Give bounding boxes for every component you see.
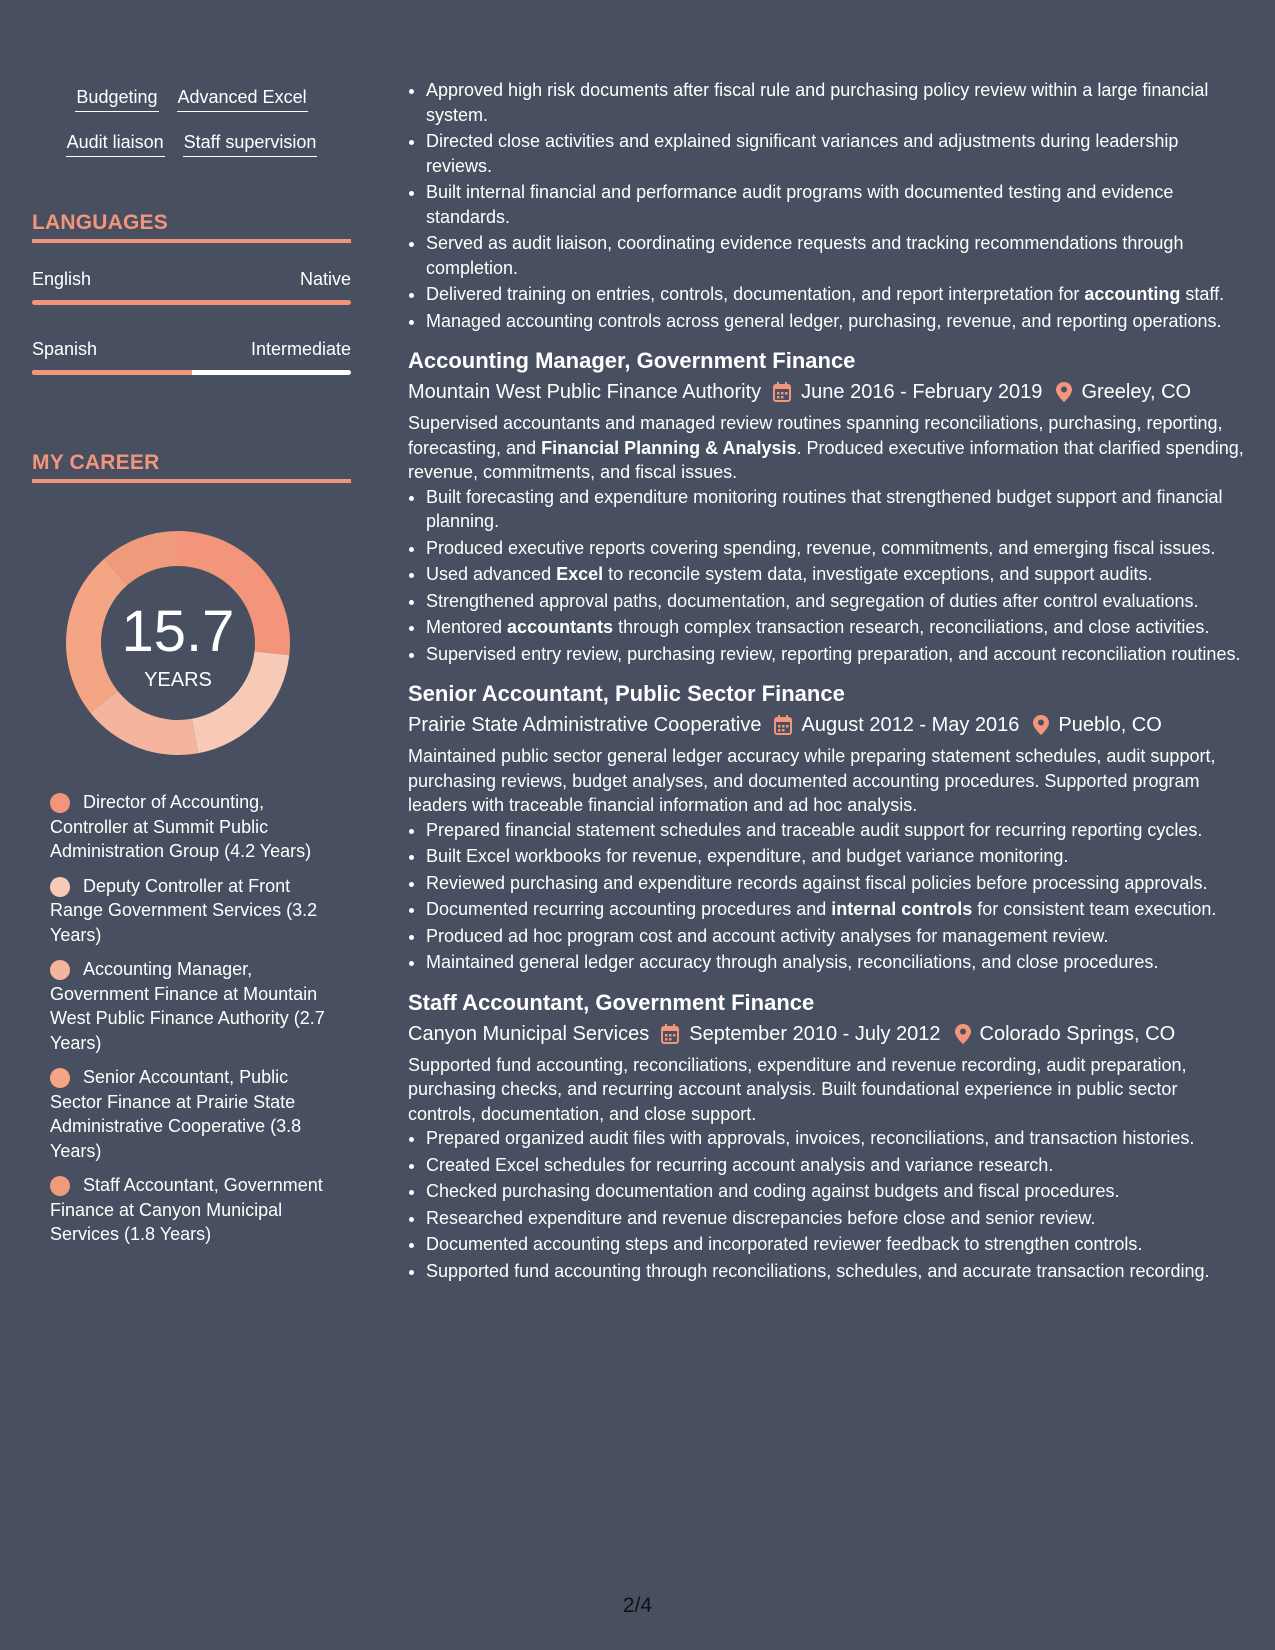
language-name: English (32, 269, 92, 289)
languages-heading: LANGUAGES (32, 211, 351, 243)
bullet-item: • Supported fund accounting through reconciliations, schedules, and accurate transaction recording. (426, 1259, 1248, 1284)
career-legend (50, 790, 340, 1257)
job-bullets (408, 485, 1248, 667)
language-name: Spanish (32, 339, 98, 359)
jobs-list (408, 347, 1248, 1283)
company-name: Prairie State Administrative Cooperative (408, 714, 762, 736)
job-title: Senior Accountant, Public Sector Finance (408, 681, 845, 706)
legend-dot-icon (50, 1068, 70, 1088)
bullet-item: • Researched expenditure and revenue discrepancies before close and senior review. (426, 1206, 1248, 1231)
calendar-icon (773, 382, 791, 402)
bullet-item: • Managed accounting controls across general ledger, purchasing, revenue, and reporting operations. (426, 309, 1248, 334)
career-heading: MY CAREER (32, 451, 351, 483)
bullet-item: • Built forecasting and expenditure monitoring routines that strengthened budget support and financial planning. (426, 485, 1248, 534)
location-pin-icon (1033, 715, 1049, 735)
job-description: Supported fund accounting, reconciliations, expenditure and revenue recording, audit preparation, purchasing checks, and recurring account analysis. Built foundational experience in public sector controls, documentation, and close support. (408, 1054, 1187, 1124)
bullet-item: • Prepared organized audit files with approvals, invoices, reconciliations, and transaction histories. (426, 1126, 1248, 1151)
bullet-item: • Documented recurring accounting procedures and internal controls for consistent team execution. (426, 897, 1248, 922)
career-legend-text: Accounting Manager, Government Finance at Mountain West Public Finance Authority (2.7 Years) (50, 959, 325, 1053)
language-item (32, 268, 351, 305)
job-description: Maintained public sector general ledger accuracy while preparing statement schedules, audit support, purchasing reviews, budget analyses, and documented accounting procedures. Supported program leaders with traceable financial information and ad hoc analysis. (408, 746, 1216, 815)
legend-dot-icon (50, 793, 70, 813)
job-title: Accounting Manager, Government Finance (408, 348, 856, 373)
career-legend-text: Senior Accountant, Public Sector Finance at Prairie State Administrative Cooperative (3.8 Years) (50, 1067, 302, 1161)
bullet-item: • Built Excel workbooks for revenue, expenditure, and budget variance monitoring. (426, 844, 1248, 869)
legend-dot-icon (50, 877, 70, 897)
job-description: Supervised accountants and managed review routines spanning reconciliations, purchasing, reporting, forecasting, and Financial Planning & Analysis. Produced executive information that clarified spending, revenue, commitments, and fiscal issues. (408, 413, 1244, 482)
bullet-item: • Maintained general ledger accuracy through analysis, reconciliations, and close procedures. (426, 950, 1248, 975)
donut-segment (90, 691, 198, 755)
skill-tag: Staff supervision (183, 131, 318, 157)
career-legend-item (50, 790, 340, 864)
company-name: Canyon Municipal Services (408, 1022, 650, 1045)
career-legend-item (50, 1173, 340, 1247)
skill-tag: Audit liaison (66, 131, 165, 157)
skills-list (32, 86, 351, 176)
job-bullets (408, 818, 1248, 975)
bullet-item: • Prepared financial statement schedules and traceable audit support for recurring reporting cycles. (426, 818, 1248, 843)
career-legend-text: Staff Accountant, Government Finance at Canyon Municipal Services (1.8 Years) (50, 1175, 323, 1244)
bullet-item: • Mentored accountants through complex transaction research, reconciliations, and close activities. (426, 615, 1248, 640)
bullet-item: • Reviewed purchasing and expenditure records against fiscal policies before processing approvals. (426, 871, 1248, 896)
legend-dot-icon (50, 960, 70, 980)
job-title: Staff Accountant, Government Finance (408, 989, 815, 1015)
bullet-item: • Checked purchasing documentation and coding against budgets and fiscal procedures. (426, 1179, 1248, 1204)
location-pin-icon (1056, 382, 1072, 402)
job-meta (408, 712, 1248, 738)
bullet-item: • Directed close activities and explained significant variances and adjustments during leadership reviews. (426, 129, 1248, 178)
bullet-item: • Supervised entry review, purchasing review, reporting preparation, and account reconciliation routines. (426, 642, 1248, 667)
bullet-item: • Produced ad hoc program cost and account activity analyses for management review. (426, 924, 1248, 949)
calendar-icon (774, 715, 792, 735)
bullet-item: • Built internal financial and performance audit programs with documented testing and evidence standards. (426, 180, 1248, 229)
language-proficiency-fill (32, 370, 192, 375)
legend-dot-icon (50, 1176, 70, 1196)
career-legend-item (50, 957, 340, 1055)
previous-role-bullets (408, 78, 1248, 333)
page-number: 2/4 (622, 1594, 653, 1617)
bullet-item: • Documented accounting steps and incorporated reviewer feedback to strengthen controls. (426, 1232, 1248, 1257)
bullet-item: • Strengthened approval paths, documentation, and segregation of duties after control evaluations. (426, 589, 1248, 614)
language-proficiency-bar (32, 300, 351, 305)
job-entry (408, 680, 1248, 975)
calendar-icon (661, 1024, 679, 1044)
career-legend-text: Deputy Controller at Front Range Government Services (3.2 Years) (50, 875, 318, 945)
skill-tag: Advanced Excel (177, 86, 308, 112)
company-name: Mountain West Public Finance Authority (408, 381, 762, 403)
career-total-years: 15.7 (121, 599, 235, 664)
job-bullets (408, 1126, 1248, 1283)
career-donut-chart (66, 531, 290, 755)
career-years-label: YEARS (144, 669, 212, 691)
bullet-item: • Served as audit liaison, coordinating evidence requests and tracking recommendations through completion. (426, 231, 1248, 280)
bullet-item: • Approved high risk documents after fiscal rule and purchasing policy review within a large financial system. (426, 78, 1248, 127)
job-dates: September 2010 - July 2012 (689, 1022, 941, 1045)
location-pin-icon (955, 1024, 971, 1044)
job-location: Greeley, CO (1081, 381, 1192, 403)
bullet-item: • Used advanced Excel to reconcile system data, investigate exceptions, and support audits. (426, 562, 1248, 587)
language-level: Intermediate (250, 339, 351, 359)
donut-segment (192, 651, 290, 753)
language-proficiency-bar (32, 370, 351, 375)
job-entry (408, 989, 1248, 1284)
bullet-item: • Produced executive reports covering spending, revenue, commitments, and emerging fiscal issues. (426, 536, 1248, 561)
career-legend-item (50, 874, 340, 948)
career-legend-item (50, 1065, 340, 1163)
job-location: Pueblo, CO (1058, 714, 1162, 736)
job-location: Colorado Springs, CO (979, 1022, 1176, 1045)
bullet-item: • Delivered training on entries, controls, documentation, and report interpretation for accounting staff. (426, 282, 1248, 307)
experience-section (408, 78, 1248, 1285)
job-dates: August 2012 - May 2016 (801, 714, 1020, 736)
language-proficiency-fill (32, 300, 351, 305)
job-entry (408, 347, 1248, 666)
language-item (32, 338, 351, 375)
job-meta (408, 1021, 1248, 1047)
bullet-item: • Created Excel schedules for recurring account analysis and variance research. (426, 1153, 1248, 1178)
career-legend-text: Director of Accounting, Controller at Summit Public Administration Group (4.2 Years) (50, 792, 312, 861)
job-meta (408, 379, 1248, 405)
language-level: Native (299, 269, 351, 289)
job-dates: June 2016 - February 2019 (801, 381, 1043, 403)
skill-tag: Budgeting (75, 86, 158, 112)
